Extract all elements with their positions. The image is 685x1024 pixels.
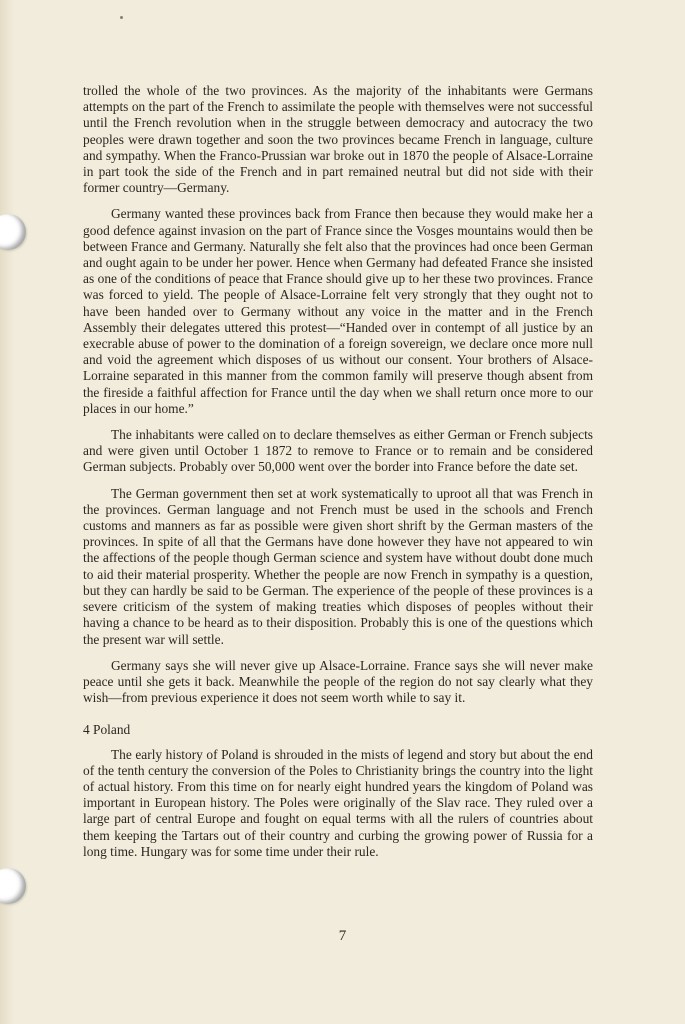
- body-text: [83, 83, 593, 870]
- paper-speck: [120, 16, 123, 19]
- paragraph-german-government: The German government then set at work systematically to uproot all that was French in the provinces. German language and not French must be used in the schools and French customs and manners as far as possible were given short shrift by the German masters of the provinces. In spite of all that the Germans have done however they have not appeared to win the affections of the people though German science and system have without doubt done much to aid their material prosperity. Whether the people are now French in sympathy is a question, but they can hardly be said to be German. The experience of the people of these provinces is a severe criticism of the system of making treaties which disposes of peoples without their having a chance to be heard as to their disposition. Probably this is one of the questions which the present war will settle.: [83, 485, 593, 647]
- punch-hole-top: [0, 214, 26, 250]
- paragraph-germany-wanted: Germany wanted these provinces back from France then because they would make her a good defence against invasion on the part of France since the Vosges mountains would then be between France and Germany. Naturally she felt also that the provinces had once been German and ought again to be under her power. Hence when Germany had defeated France she insisted as one of the conditions of peace that France should give up to her these two provinces. France was forced to yield. The people of Alsace-Lorraine felt very strongly that they ought not to have been handed over to Germany without any voice in the matter and in the French Assembly their delegates uttered this protest—“Handed over in contempt of all justice by an execrable abuse of power to the domination of a foreign sovereign, we declare once more null and void the agreement which disposes of us without our consent. Your brothers of Alsace-Lorraine separated in this manner from the common family will preserve though absent from the fireside a faithful affection for France until the day when we shall return once more to our places in our home.”: [83, 206, 593, 416]
- section-heading: 4 Poland: [83, 722, 131, 738]
- page-number: 7: [338, 928, 347, 944]
- punch-hole-bottom: [0, 868, 26, 904]
- paragraph-poland-history: The early history of Poland is shrouded in the mists of legend and story but about the end of the tenth century the conversion of the Poles to Christianity brings the country into the light of actual history. From this time on for nearly eight hundred years the kingdom of Poland was important in European history. The Poles were originally of the Slav race. They ruled over a large part of central Europe and fought on equal terms with all the rulers of countries about them keeping the Tartars out of their country and curbing the growing power of Russia for a long time. Hungary was for some time under their rule.: [83, 746, 593, 859]
- paragraph-germany-says: Germany says she will never give up Alsace-Lorraine. France says she will never make peace until she gets it back. Meanwhile the people of the region do not say clearly what they wish—from previous experience it does not seem worth while to say it.: [83, 657, 593, 706]
- paragraph-inhabitants: The inhabitants were called on to declare themselves as either German or French subjects and were given until October 1 1872 to remove to France or to remain and be considered German subjects. Probably over 50,000 went over the border into France before the date set.: [83, 427, 593, 475]
- paragraph-continuation: trolled the whole of the two provinces. As the majority of the inhabitants were Germans attempts on the part of the French to assimilate the people with themselves were not successful until the French revolution when in the struggle between democracy and autocracy the two peoples were drawn together and soon the two provinces became French in language, culture and sympathy. When the Franco-Prussian war broke out in 1870 the people of Alsace-Lorraine in part took the side of the French and in part remained neutral but did not side with their former country—Germany.: [83, 83, 593, 196]
